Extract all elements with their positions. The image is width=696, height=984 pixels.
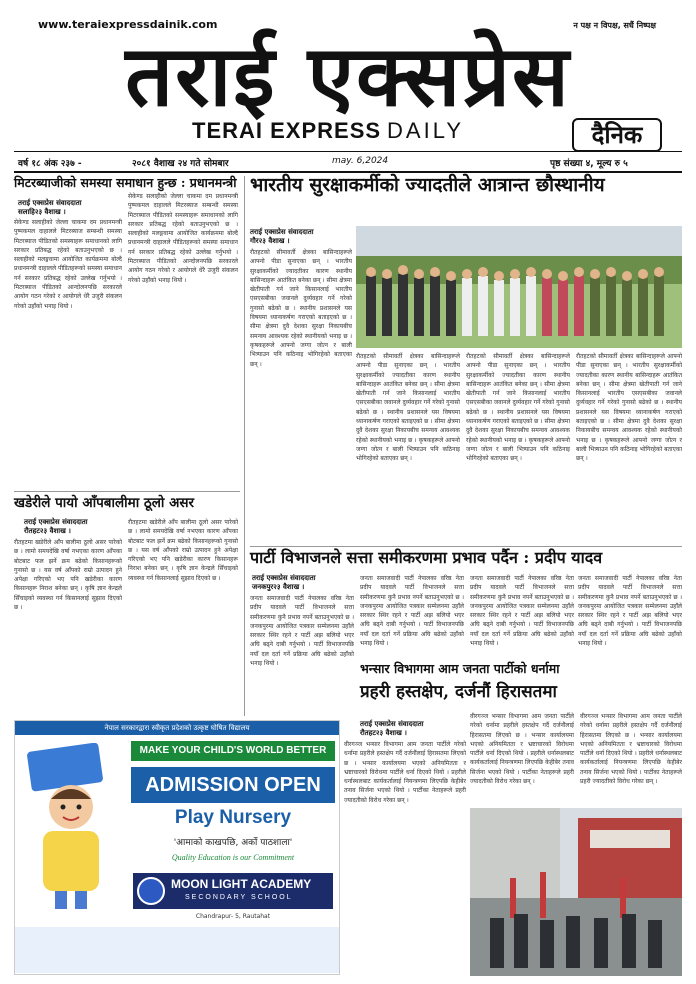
- ad-school-level: SECONDARY SCHOOL: [185, 894, 293, 901]
- article-border-text-col4: रौतहटको सीमावर्ती क्षेत्रका बासिन्दाहरूले आफ्नो पीडा सुनाएका छन् । भारतीय सुरक्षाकर्मीको ज्यादतीका कारण स्थानीय बासिन्दाहरू आतंकित बनेका छन् । सीमा क्षेत्रमा खेतीपाती गर्न जाने किसानलाई भारतीय एसएसबीका जवानले दुर्व्यवहार गर्ने गरेको गुनासो बढेको छ । स्थानीय प्रशासनले यस विषयमा ध्यानाकर्षण गराएको बताइएको छ । सीमा क्षेत्रमा दुवै देशका सुरक्षा निकायबीच समन्वय आवश्यक रहेको स्थानीयको भनाइ छ । कृषकहरूले आफ्नो जग्गा जोत्न र बाली भित्र्याउन पनि कठिनाइ भोगिरहेको बताएका छन् ।: [576, 353, 682, 463]
- divider: [14, 491, 240, 492]
- ad-school-name: MOON LIGHT ACADEMY: [171, 877, 312, 891]
- article-party-text-col1: जनता समाजवादी पार्टी नेपालका वरिष्ठ नेता प्रदीप यादवले पार्टी विभाजनले सत्ता समीकरणमा कुनै प्रभाव नपर्ने बताउनुभएको छ । जनकपुरमा आयोजित पत्रकार सम्मेलनमा उहाँले सरकार स्थिर रहने र पार्टी अझ बलियो भएर अघि बढ्ने दाबी गर्नुभयो । पार्टी विभाजनपछि नयाँ दल दर्ता गर्ने प्रक्रिया अघि बढेको उहाँको भनाइ थियो ।: [250, 595, 354, 668]
- divider: [14, 151, 682, 152]
- border-protest-photo: [356, 226, 682, 348]
- article-mango-byline: [24, 518, 134, 536]
- ad-address: Chandrapur- 5, Rautahat: [195, 913, 271, 920]
- volume: वर्ष १८ अंक २३७ -: [18, 159, 82, 169]
- divider: [244, 176, 245, 716]
- byline-place: रौतहट२३ वैशाख ।: [24, 527, 71, 535]
- school-logo-icon: [137, 877, 165, 905]
- article-border-text-col3: रौतहटको सीमावर्ती क्षेत्रका बासिन्दाहरूले आफ्नो पीडा सुनाएका छन् । भारतीय सुरक्षाकर्मीको ज्यादतीका कारण स्थानीय बासिन्दाहरू आतंकित बनेका छन् । सीमा क्षेत्रमा खेतीपाती गर्न जाने किसानलाई भारतीय एसएसबीका जवानले दुर्व्यवहार गर्ने गरेको गुनासो बढेको छ । स्थानीय प्रशासनले यस विषयमा ध्यानाकर्षण गराएको बताइएको छ । सीमा क्षेत्रमा दुवै देशका सुरक्षा निकायबीच समन्वय आवश्यक रहेको स्थानीयको भनाइ छ । कृषकहरूले आफ्नो जग्गा जोत्न र बाली भित्र्याउन पनि कठिनाइ भोगिरहेको बताएका छन् ।: [466, 353, 570, 463]
- article-mango-text-col2: रौतहटमा खडेरीले आँप बालीमा ठूलो असर पारेको छ । लामो समयदेखि वर्षा नभएका कारण आँपका बोटबाट फल झर्ने क्रम बढेको किसानहरूको गुनासो छ । यस वर्ष आँपको राम्रो उत्पादन हुने अपेक्षा गरिएको भए पनि खडेरीका कारण किसानहरू निराश बनेका छन् । कृषि ज्ञान केन्द्रले सिँचाइको व्यवस्था गर्न किसानलाई सुझाव दिएको छ ।: [128, 519, 238, 582]
- date-english: may. 6,2024: [332, 156, 389, 166]
- child-reading-illustration: [21, 743, 125, 913]
- ad-admission-open: ADMISSION OPEN: [131, 767, 335, 803]
- admission-advertisement[interactable]: [14, 720, 340, 975]
- ad-tagline: MAKE YOUR CHILD'S WORLD BETTER: [131, 741, 335, 761]
- english-name: [192, 118, 464, 144]
- article-party-byline: [252, 574, 354, 592]
- article-pm-headline[interactable]: मिटरब्याजीको समस्या समाधान हुन्छ : प्रधानमन्त्री: [14, 175, 237, 190]
- article-mango-headline[interactable]: खडेरीले पायो आँपबालीमा ठूलो असर: [14, 495, 195, 511]
- divider: [250, 546, 682, 547]
- article-pm-text-col1: सेकेण्ड सलाहीको जेल्ला चाकमा दम प्रधानमन्त्री पुष्पकमल दाहालले मिटरब्याज सम्बन्धी समस्या मिटरब्याज पीडितको समस्याहरू समाधानको लागि सरकार प्रतिबद्ध रहेको बताउनुभएको छ । सलाहीको मलङ्गवामा आयोजित कार्यक्रममा बोल्दै प्रधानमन्त्री दाहालले पीडितहरूको समस्या समाधान गर्न सरकार प्रतिबद्ध रहेको उल्लेख गर्नुभयो । मिटरब्याज पीडितको आन्दोलनपछि सरकारले आयोग गठन गरेको र आयोगले धेरै उजुरी संकलन गरेको उहाँको भनाइ थियो ।: [14, 219, 122, 310]
- ad-program: Play Nursery: [174, 807, 292, 828]
- english-daily: DAILY: [387, 118, 464, 143]
- ad-motto: 'आमाको काखपछि, अर्को पाठशाला': [173, 838, 293, 848]
- article-police-byline: [360, 720, 460, 738]
- article-party-text-col2: जनता समाजवादी पार्टी नेपालका वरिष्ठ नेता प्रदीप यादवले पार्टी विभाजनले सत्ता समीकरणमा कुनै प्रभाव नपर्ने बताउनुभएको छ । जनकपुरमा आयोजित पत्रकार सम्मेलनमा उहाँले सरकार स्थिर रहने र पार्टी अझ बलियो भएर अघि बढ्ने दाबी गर्नुभयो । पार्टी विभाजनपछि नयाँ दल दर्ता गर्ने प्रक्रिया अघि बढेको उहाँको भनाइ थियो ।: [360, 575, 464, 648]
- byline-place: सलाहि२३ वैशाख ।: [18, 208, 66, 216]
- byline-place: जनकपुर२३ वैशाख ।: [252, 583, 305, 591]
- byline-reporter: तराई एक्सप्रेस संवाददाता: [360, 720, 424, 728]
- divider: [14, 171, 682, 173]
- ad-top-strip: नेपाल सरकारद्वारा स्वीकृत प्रदेशको उत्कृष्ट घोषित विद्यालय: [15, 721, 339, 735]
- article-party-headline[interactable]: पार्टी विभाजनले सत्ता समीकरणमा प्रभाव पर्दैन : प्रदीप यादव: [250, 548, 603, 567]
- article-police-text-col1: वीरगञ्ज भन्सार विभागमा आम जनता पार्टीले गरेको धर्नामा प्रहरीले हस्तक्षेप गर्दै दर्जनौंलाई हिरासतमा लिएको छ । भन्सार कार्यालयमा भएको अनियमितता र भ्रष्टाचारको विरोधमा पार्टीले धर्ना दिएको थियो । प्रहरीले धर्नास्थलबाट कार्यकर्तालाई नियन्त्रणमा लिएपछि केहीबेर तनाव सिर्जना भएको थियो । पार्टीका नेताहरूले प्रहरी ज्यादतीको विरोध गरेका छन् ।: [344, 741, 466, 804]
- issue-info-bar: [14, 153, 682, 171]
- byline-reporter: तराई एक्सप्रेस संवाददाता: [18, 199, 82, 207]
- slogan: न पक्ष न विपक्ष, सधैं निष्पक्ष: [573, 21, 656, 30]
- ad-school-block: [133, 873, 333, 909]
- date-nepali: २०८१ वैशाख २४ गते सोमबार: [132, 159, 229, 169]
- customs-protest-photo: [470, 808, 682, 976]
- article-mango-text-col1: रौतहटमा खडेरीले आँप बालीमा ठूलो असर पारेको छ । लामो समयदेखि वर्षा नभएका कारण आँपका बोटबाट फल झर्ने क्रम बढेको किसानहरूको गुनासो छ । यस वर्ष आँपको राम्रो उत्पादन हुने अपेक्षा गरिएको भए पनि खडेरीका कारण किसानहरू निराश बनेका छन् । कृषि ज्ञान केन्द्रले सिँचाइको व्यवस्था गर्न किसानलाई सुझाव दिएको छ ।: [14, 539, 122, 612]
- article-border-headline[interactable]: भारतीय सुरक्षाकर्मीको ज्यादतीले आत्रान्त छौस्थानीय: [250, 174, 605, 196]
- article-police-headline-2[interactable]: प्रहरी हस्तक्षेप, दर्जनौं हिरासतमा: [360, 682, 557, 702]
- byline-place: रौतहट२३ वैशाख ।: [360, 729, 407, 737]
- article-party-text-col3: जनता समाजवादी पार्टी नेपालका वरिष्ठ नेता प्रदीप यादवले पार्टी विभाजनले सत्ता समीकरणमा कुनै प्रभाव नपर्ने बताउनुभएको छ । जनकपुरमा आयोजित पत्रकार सम्मेलनमा उहाँले सरकार स्थिर रहने र पार्टी अझ बलियो भएर अघि बढ्ने दाबी गर्नुभयो । पार्टी विभाजनपछि नयाँ दल दर्ता गर्ने प्रक्रिया अघि बढेको उहाँको भनाइ थियो ।: [470, 575, 574, 648]
- article-border-text-col1: रौतहटको सीमावर्ती क्षेत्रका बासिन्दाहरूले आफ्नो पीडा सुनाएका छन् । भारतीय सुरक्षाकर्मीको ज्यादतीका कारण स्थानीय बासिन्दाहरू आतंकित बनेका छन् । सीमा क्षेत्रमा खेतीपाती गर्न जाने किसानलाई भारतीय एसएसबीका जवानले दुर्व्यवहार गर्ने गरेको गुनासो बढेको छ । स्थानीय प्रशासनले यस विषयमा ध्यानाकर्षण गराएको बताइएको छ । सीमा क्षेत्रमा दुवै देशका सुरक्षा निकायबीच समन्वय आवश्यक रहेको स्थानीयको भनाइ छ । कृषकहरूले आफ्नो जग्गा जोत्न र बाली भित्र्याउन पनि कठिनाइ भोगिरहेको बताएका छन् ।: [250, 249, 352, 368]
- byline-reporter: तराई एक्सप्रेस संवाददाता: [24, 518, 88, 526]
- page-price: पृष्ठ संख्या ४, मूल्य रु ५: [550, 159, 628, 169]
- english-title: TERAI EXPRESS: [192, 118, 382, 143]
- article-party-text-col4: जनता समाजवादी पार्टी नेपालका वरिष्ठ नेता प्रदीप यादवले पार्टी विभाजनले सत्ता समीकरणमा कुनै प्रभाव नपर्ने बताउनुभएको छ । जनकपुरमा आयोजित पत्रकार सम्मेलनमा उहाँले सरकार स्थिर रहने र पार्टी अझ बलियो भएर अघि बढ्ने दाबी गर्नुभयो । पार्टी विभाजनपछि नयाँ दल दर्ता गर्ने प्रक्रिया अघि बढेको उहाँको भनाइ थियो ।: [578, 575, 682, 648]
- article-border-byline: [250, 228, 352, 246]
- masthead-title: तराई एक्सप्रेस: [125, 26, 571, 125]
- website-url[interactable]: www.teraiexpressdainik.com: [38, 18, 218, 31]
- article-police-text-col3: वीरगञ्ज भन्सार विभागमा आम जनता पार्टीले गरेको धर्नामा प्रहरीले हस्तक्षेप गर्दै दर्जनौंलाई हिरासतमा लिएको छ । भन्सार कार्यालयमा भएको अनियमितता र भ्रष्टाचारको विरोधमा पार्टीले धर्ना दिएको थियो । प्रहरीले धर्नास्थलबाट कार्यकर्तालाई नियन्त्रणमा लिएपछि केहीबेर तनाव सिर्जना भएको थियो । पार्टीका नेताहरूले प्रहरी ज्यादतीको विरोध गरेका छन् ।: [580, 713, 682, 786]
- byline-reporter: तराई एक्सप्रेस संवाददाता: [250, 228, 314, 236]
- article-police-headline-1[interactable]: भन्सार विभागमा आम जनता पार्टीको धर्नामा: [360, 661, 560, 676]
- byline-reporter: तराई एक्सप्रेस संवाददाता: [252, 574, 316, 582]
- ad-footer: [15, 927, 339, 973]
- dainik-logo: दैनिक: [572, 118, 662, 152]
- article-border-text-col2: रौतहटको सीमावर्ती क्षेत्रका बासिन्दाहरूले आफ्नो पीडा सुनाएका छन् । भारतीय सुरक्षाकर्मीको ज्यादतीका कारण स्थानीय बासिन्दाहरू आतंकित बनेका छन् । सीमा क्षेत्रमा खेतीपाती गर्न जाने किसानलाई भारतीय एसएसबीका जवानले दुर्व्यवहार गर्ने गरेको गुनासो बढेको छ । स्थानीय प्रशासनले यस विषयमा ध्यानाकर्षण गराएको बताइएको छ । सीमा क्षेत्रमा दुवै देशका सुरक्षा निकायबीच समन्वय आवश्यक रहेको स्थानीयको भनाइ छ । कृषकहरूले आफ्नो जग्गा जोत्न र बाली भित्र्याउन पनि कठिनाइ भोगिरहेको बताएका छन् ।: [356, 353, 460, 463]
- article-pm-text-col2: सेकेण्ड सलाहीको जेल्ला चाकमा दम प्रधानमन्त्री पुष्पकमल दाहालले मिटरब्याज सम्बन्धी समस्या मिटरब्याज पीडितको समस्याहरू समाधानको लागि सरकार प्रतिबद्ध रहेको बताउनुभएको छ । सलाहीको मलङ्गवामा आयोजित कार्यक्रममा बोल्दै प्रधानमन्त्री दाहालले पीडितहरूको समस्या समाधान गर्न सरकार प्रतिबद्ध रहेको उल्लेख गर्नुभयो । मिटरब्याज पीडितको आन्दोलनपछि सरकारले आयोग गठन गरेको र आयोगले धेरै उजुरी संकलन गरेको उहाँको भनाइ थियो ।: [128, 193, 238, 284]
- byline-place: गौर२३ वैशाख ।: [250, 237, 290, 245]
- article-police-text-col2: वीरगञ्ज भन्सार विभागमा आम जनता पार्टीले गरेको धर्नामा प्रहरीले हस्तक्षेप गर्दै दर्जनौंलाई हिरासतमा लिएको छ । भन्सार कार्यालयमा भएको अनियमितता र भ्रष्टाचारको विरोधमा पार्टीले धर्ना दिएको थियो । प्रहरीले धर्नास्थलबाट कार्यकर्तालाई नियन्त्रणमा लिएपछि केहीबेर तनाव सिर्जना भएको थियो । पार्टीका नेताहरूले प्रहरी ज्यादतीको विरोध गरेका छन् ।: [470, 713, 574, 786]
- ad-quality-line: Quality Education is our Commitment: [171, 853, 295, 862]
